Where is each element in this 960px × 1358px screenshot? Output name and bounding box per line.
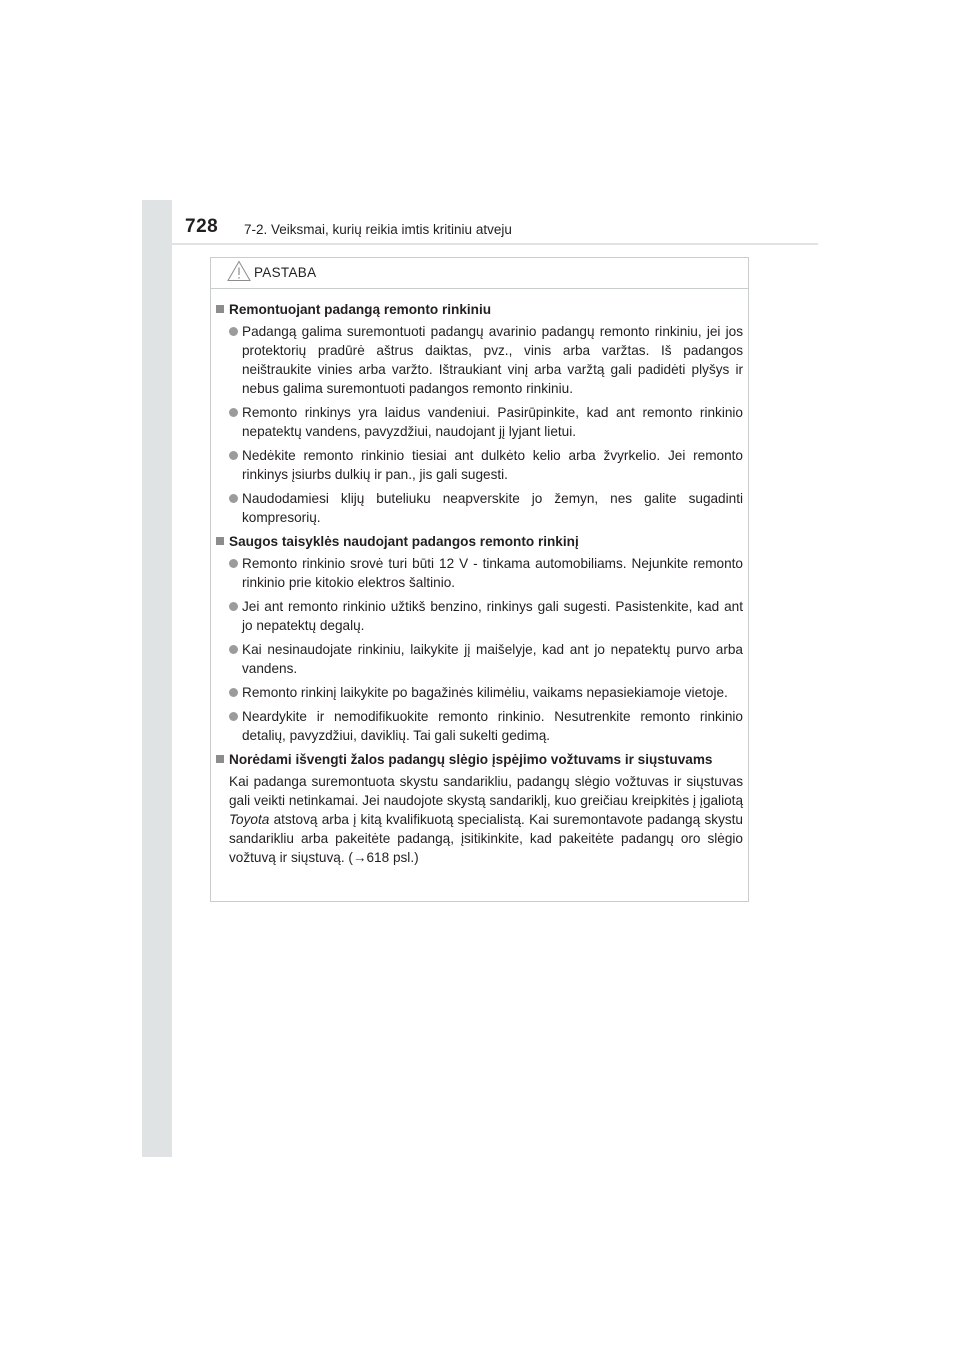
square-bullet-icon [216, 537, 224, 545]
list-item: Jei ant remonto rinkinio užtikš benzino, rinkinys gali sugesti. Pasistenkite, kad ant jo nepatektų degalų. [215, 597, 743, 635]
list-item: Remonto rinkinys yra laidus vandeniui. Pasirūpinkite, kad ant remonto rinkinio nepatektų vandens, pavyzdžiui, naudojant jį lyjant lietui. [215, 403, 743, 441]
brand-name: Toyota [229, 812, 270, 827]
square-bullet-icon [216, 305, 224, 313]
list-item: Naudodamiesi klijų buteliuku neapverskite jo žemyn, nes galite sugadinti kompresorių. [215, 489, 743, 527]
header-rule [142, 243, 818, 245]
round-bullet-icon [229, 494, 238, 503]
list-item: Padangą galima suremontuoti padangų avarinio padangų remonto rinkiniu, jei jos protektorių pradūrė aštrus daiktas, pvz., vinis arba varžtas. Iš padangos neištraukite vinies arba varžto. Ištraukiant vinį arba varžtą gali padidėti plyšys ir nebus galima suremontuoti padangos remonto rinkiniu. [215, 322, 743, 398]
notice-header [211, 258, 748, 289]
list-item: Remonto rinkinio srovė turi būti 12 V - tinkama automobiliams. Nejunkite remonto rinkinio prie kitokio elektros šaltinio. [215, 554, 743, 592]
section-title: 7-2. Veiksmai, kurių reikia imtis kritiniu atveju [244, 222, 512, 237]
notice-box [210, 257, 749, 902]
section-pressure-valves [215, 750, 743, 867]
list-item: Nedėkite remonto rinkinio tiesiai ant dulkėto kelio arba žvyrkelio. Jei remonto rinkinys įsiurbs dulkių ir pan., jis gali sugesti. [215, 446, 743, 484]
section-repair-kit [215, 300, 743, 527]
round-bullet-icon [229, 712, 238, 721]
warning-triangle-icon [227, 260, 251, 282]
list-item: Remonto rinkinį laikykite po bagažinės kilimėliu, vaikams nepasiekiamoje vietoje. [215, 683, 743, 702]
section-paragraph: Kai padanga suremontuota skystu sandarikliu, padangų slėgio vožtuvas ir siųstuvas gali veikti netinkamai. Jei naudojote skystą sandariklį, kuo greičiau kreipkitės į įgaliotą Toyota atstovą arba į kitą kvalifikuotą specialistą. Kai suremontavote padangą skystu sandarikliu arba pakeitėte padangą, įsitikinkite, kad pakeitėte padangų oro slėgio vožtuvą ir siųstuvą. (→618 psl.) [229, 774, 743, 865]
round-bullet-icon [229, 645, 238, 654]
list-item: Kai nesinaudojate rinkiniu, laikykite jį maišelyje, kad ant jo nepatektų purvo arba vandens. [215, 640, 743, 678]
square-bullet-icon [216, 755, 224, 763]
round-bullet-icon [229, 451, 238, 460]
section-heading: Remontuojant padangą remonto rinkiniu [215, 300, 743, 319]
round-bullet-icon [229, 602, 238, 611]
notice-label: PASTABA [254, 265, 317, 280]
list-item: Neardykite ir nemodifikuokite remonto rinkinio. Nesutrenkite remonto rinkinio detalių, pavyzdžiui, daviklių. Tai gali sukelti gedimą. [215, 707, 743, 745]
section-safety-rules [215, 532, 743, 745]
round-bullet-icon [229, 327, 238, 336]
round-bullet-icon [229, 559, 238, 568]
round-bullet-icon [229, 688, 238, 697]
section-heading: Saugos taisyklės naudojant padangos remonto rinkinį [215, 532, 743, 551]
side-band [142, 200, 172, 1157]
page-number: 728 [185, 216, 219, 237]
section-heading: Norėdami išvengti žalos padangų slėgio įspėjimo vožtuvams ir siųstuvams [215, 750, 743, 769]
notice-body [215, 300, 743, 870]
round-bullet-icon [229, 408, 238, 417]
